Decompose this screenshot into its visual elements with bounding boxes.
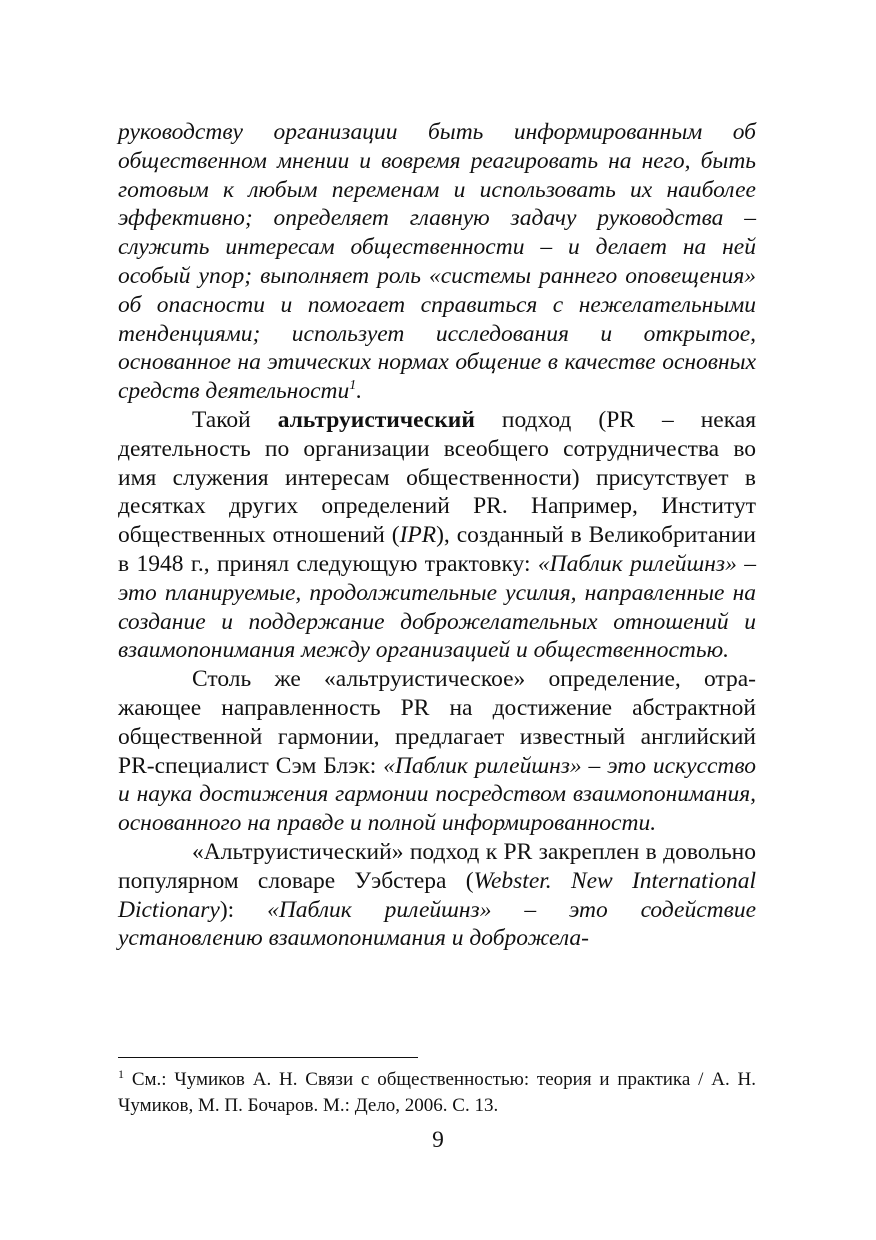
definition-text: руководству организации быть информированным об общественном мнении и вовремя реагировать на него, быть готовым к любым переменам и использовать их наиболее эффективно; определяет главную задачу руководства – служить интересам общественности – и делает на ней особый упор; выполняет роль «системы раннего оповещения» об опасности и помогает справиться с нежелательными тенденциями; использует исследования и открытое, основанное на этических нормах общение в качестве основных средств деятельности	[118, 119, 756, 405]
footnote-reference: 1	[349, 378, 357, 394]
ipr-definition-quote: «Паблик рилейшнз» – это планируемые, продолжительные усилия, направленные на создание и поддержание доброжелательных отношений и взаимопонимания между организацией и общественностью.	[118, 550, 756, 664]
paragraph-webster: «Альтруистический» подход к PR закреплен в довольно популярном словаре Уэбстера (Webster. New International Dictionary): «Паблик рилейшнз» – это содействие установлению взаимопонимания и доброжела-	[118, 838, 757, 952]
paragraph-altruistic-approach: Такой альтруистический подход (PR – некая деятельность по организации всеобщего сотрудничества во имя служения интересам общественности) присутствует в десятках других определений PR. Например, Институт общественных отношений (IPR), созданный в Великобритании в 1948 г., принял следующую трактовку: «Паблик рилейшнз» – это планируемые, продолжительные усилия, направленные на создание и поддержание доброжелательных отношений и взаимопонимания между организацией и общественностью.	[118, 406, 757, 664]
paragraph-sam-black: Столь же «альтруистическое» определение, отражающее направленность PR на достижение абстрактной общественной гармонии, предлагает известный английский PR-специалист Сэм Блэк: «Паблик рилейшнз» – это искусство и наука достижения гармонии посредством взаимопонимания, основанного на правде и полной информированности.	[118, 666, 756, 837]
footnote-text: См.: Чумиков А. Н. Связи с общественностью: теория и практика / А. Н. Чумиков, М. П. Бочаров. М.: Дело, 2006. С. 13.	[118, 1069, 756, 1116]
paragraph-definition-continuation	[118, 118, 756, 406]
webster-definition-quote: «Паблик рилейшнз» – это содействие установлению взаимопонимания и доброжела-	[118, 896, 757, 952]
page-body	[118, 118, 756, 953]
page-number: 9	[432, 1127, 444, 1153]
definition-end: .	[356, 378, 363, 405]
ipr-abbreviation: IPR	[399, 522, 437, 549]
footnote-divider	[118, 1057, 418, 1058]
sam-black-definition-quote: «Паблик рилейшнз» – это искусство и наука достижения гармонии посредством взаимопонимания, основанного на правде и полной информированности.	[118, 752, 756, 837]
footnote	[118, 1067, 756, 1119]
webster-dictionary-title: Webster. New International Dictionary	[118, 867, 756, 923]
footnote-marker: 1	[118, 1067, 124, 1081]
emphasis-altruistic: альтруистический	[277, 406, 475, 433]
